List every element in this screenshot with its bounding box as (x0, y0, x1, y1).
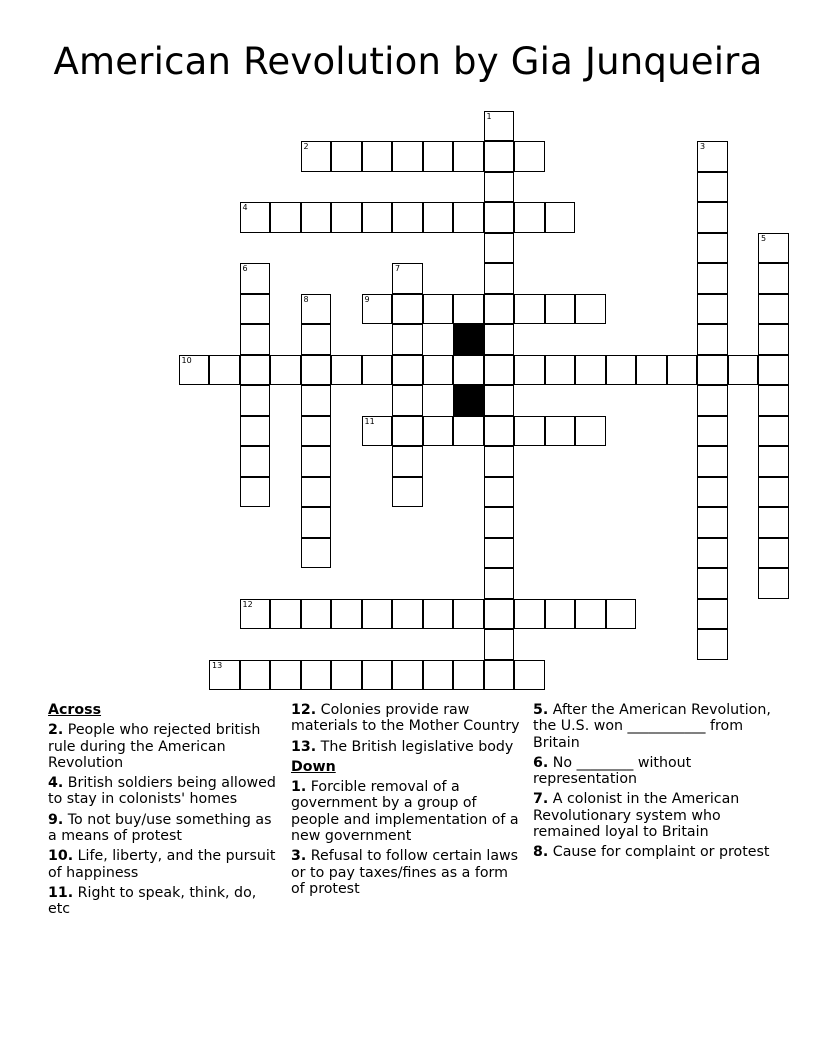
grid-cell[interactable] (453, 660, 484, 691)
grid-cell[interactable] (392, 660, 423, 691)
clue-down-5: 5. After the American Revolution, the U.S. won ___________ from Britain (533, 702, 771, 751)
grid-cell[interactable] (758, 233, 789, 264)
grid-cell[interactable] (331, 141, 362, 172)
grid-cell[interactable] (484, 111, 515, 142)
clue-across-2: 2. People who rejected british rule during the American Revolution (48, 722, 261, 771)
grid-cell[interactable] (331, 202, 362, 233)
grid-cell[interactable] (362, 599, 393, 630)
grid-cell[interactable] (758, 507, 789, 538)
grid-cell[interactable] (392, 202, 423, 233)
grid-cell[interactable] (392, 324, 423, 355)
grid-cell[interactable] (240, 477, 271, 508)
grid-cell[interactable] (514, 599, 545, 630)
grid-cell[interactable] (270, 599, 301, 630)
grid-cell[interactable] (240, 324, 271, 355)
grid-cell[interactable] (606, 599, 637, 630)
grid-cell[interactable] (240, 385, 271, 416)
grid-cell[interactable] (240, 294, 271, 325)
grid-cell[interactable] (301, 385, 332, 416)
grid-cell[interactable] (331, 660, 362, 691)
grid-cell[interactable] (392, 446, 423, 477)
grid-cell[interactable] (453, 355, 484, 386)
grid-cell[interactable] (392, 294, 423, 325)
grid-cell[interactable] (301, 416, 332, 447)
grid-cell[interactable] (301, 599, 332, 630)
grid-cell[interactable] (697, 477, 728, 508)
grid-cell[interactable] (697, 385, 728, 416)
grid-cell[interactable] (423, 141, 454, 172)
clue-down-6: 6. No ________ without representation (533, 754, 692, 788)
grid-cell[interactable] (362, 202, 393, 233)
grid-cell[interactable] (484, 355, 515, 386)
grid-cell[interactable] (362, 660, 393, 691)
clue-across-9: 9. To not buy/use something as a means of protest (48, 811, 272, 845)
grid-cell[interactable] (697, 568, 728, 599)
grid-cell[interactable] (423, 202, 454, 233)
grid-cell[interactable] (758, 446, 789, 477)
grid-cell[interactable] (514, 202, 545, 233)
grid-cell[interactable] (697, 507, 728, 538)
grid-cell[interactable] (484, 538, 515, 569)
grid-cell[interactable] (240, 202, 271, 233)
clues-column-1 (48, 702, 276, 922)
grid-cell[interactable] (362, 416, 393, 447)
grid-cell[interactable] (240, 599, 271, 630)
clue-across-13: 13. The British legislative body (291, 738, 514, 755)
grid-cell[interactable] (484, 629, 515, 660)
grid-cell[interactable] (606, 355, 637, 386)
grid-cell[interactable] (301, 538, 332, 569)
grid-cell[interactable] (484, 324, 515, 355)
grid-cell[interactable] (423, 416, 454, 447)
grid-cell[interactable] (453, 202, 484, 233)
grid-cell[interactable] (758, 538, 789, 569)
grid-cell[interactable] (270, 660, 301, 691)
grid-cell[interactable] (697, 355, 728, 386)
grid-cell[interactable] (484, 263, 515, 294)
grid-cell[interactable] (362, 141, 393, 172)
grid-cell[interactable] (575, 599, 606, 630)
black-cell (453, 324, 484, 355)
grid-cell[interactable] (545, 599, 576, 630)
grid-cell[interactable] (453, 416, 484, 447)
grid-cell[interactable] (697, 538, 728, 569)
grid-cell[interactable] (758, 385, 789, 416)
cell-number: 4 (242, 203, 248, 212)
grid-cell[interactable] (697, 141, 728, 172)
grid-cell[interactable] (575, 355, 606, 386)
grid-cell[interactable] (484, 202, 515, 233)
grid-cell[interactable] (179, 355, 210, 386)
grid-cell[interactable] (270, 355, 301, 386)
cell-number: 3 (700, 142, 706, 151)
clue-across-12: 12. Colonies provide raw materials to the Mother Country (291, 702, 520, 735)
grid-cell[interactable] (484, 385, 515, 416)
grid-cell[interactable] (392, 355, 423, 386)
grid-cell[interactable] (514, 141, 545, 172)
grid-cell[interactable] (392, 385, 423, 416)
cell-number: 2 (303, 142, 309, 151)
grid-cell[interactable] (514, 416, 545, 447)
cell-number: 12 (242, 599, 253, 609)
grid-cell[interactable] (392, 141, 423, 172)
grid-cell[interactable] (667, 355, 698, 386)
clues-column-3 (533, 702, 773, 865)
grid-cell[interactable] (423, 355, 454, 386)
grid-cell[interactable] (697, 416, 728, 447)
grid-cell[interactable] (362, 294, 393, 325)
grid-cell[interactable] (545, 202, 576, 233)
grid-cell[interactable] (758, 263, 789, 294)
grid-cell[interactable] (301, 507, 332, 538)
grid-cell[interactable] (545, 355, 576, 386)
grid-cell[interactable] (484, 660, 515, 691)
grid-cell[interactable] (484, 446, 515, 477)
grid-cell[interactable] (575, 294, 606, 325)
grid-cell[interactable] (240, 660, 271, 691)
grid-cell[interactable] (484, 477, 515, 508)
cell-number: 11 (364, 416, 375, 426)
down-heading: Down (291, 758, 336, 775)
across-heading: Across (48, 702, 102, 718)
clue-across-10: 10. Life, liberty, and the pursuit of happiness (48, 848, 276, 881)
grid-cell[interactable] (545, 416, 576, 447)
grid-cell[interactable] (758, 416, 789, 447)
grid-cell[interactable] (301, 477, 332, 508)
clue-down-3: 3. Refusal to follow certain laws or to pay taxes/fines as a form of protest (291, 848, 519, 897)
grid-cell[interactable] (240, 355, 271, 386)
grid-cell[interactable] (575, 416, 606, 447)
grid-cell[interactable] (362, 355, 393, 386)
grid-cell[interactable] (301, 294, 332, 325)
grid-cell[interactable] (697, 172, 728, 203)
clues-column-2 (291, 702, 523, 901)
grid-cell[interactable] (484, 294, 515, 325)
cell-number: 7 (395, 264, 401, 273)
cell-number: 10 (181, 355, 192, 365)
grid-cell[interactable] (697, 446, 728, 477)
grid-cell[interactable] (331, 355, 362, 386)
grid-cell[interactable] (758, 355, 789, 386)
grid-cell[interactable] (697, 294, 728, 325)
grid-cell[interactable] (240, 263, 271, 294)
grid-cell[interactable] (758, 568, 789, 599)
grid-cell[interactable] (423, 660, 454, 691)
clue-down-1: 1. Forcible removal of a government by a group of people and implementation of a new government (291, 779, 519, 845)
clue-down-8: 8. Cause for complaint or protest (533, 844, 770, 861)
grid-cell[interactable] (728, 355, 759, 386)
grid-cell[interactable] (392, 263, 423, 294)
grid-cell[interactable] (484, 172, 515, 203)
grid-cell[interactable] (697, 233, 728, 264)
grid-cell[interactable] (331, 599, 362, 630)
grid-cell[interactable] (301, 660, 332, 691)
grid-cell[interactable] (301, 202, 332, 233)
grid-cell[interactable] (697, 202, 728, 233)
grid-cell[interactable] (758, 294, 789, 325)
clue-down-7: 7. A colonist in the American Revolutionary system who remained loyal to Britain (533, 791, 740, 841)
cell-number: 1 (486, 111, 492, 121)
cell-number: 13 (212, 660, 223, 670)
grid-cell[interactable] (484, 141, 515, 172)
cell-number: 5 (761, 233, 767, 243)
puzzle-title: American Revolution by Gia Junqueira (53, 40, 763, 83)
grid-cell[interactable] (209, 660, 240, 691)
clue-across-11: 11. Right to speak, think, do, etc (48, 884, 257, 918)
cell-number: 6 (242, 264, 248, 273)
grid-cell[interactable] (301, 355, 332, 386)
grid-cell[interactable] (697, 599, 728, 630)
grid-cell[interactable] (423, 599, 454, 630)
grid-cell[interactable] (758, 477, 789, 508)
grid-cell[interactable] (697, 629, 728, 660)
grid-cell[interactable] (514, 294, 545, 325)
grid-cell[interactable] (484, 233, 515, 264)
grid-cell[interactable] (484, 568, 515, 599)
grid-cell[interactable] (392, 599, 423, 630)
grid-cell[interactable] (453, 141, 484, 172)
grid-cell[interactable] (392, 416, 423, 447)
grid-cell[interactable] (301, 446, 332, 477)
grid-cell[interactable] (484, 416, 515, 447)
grid-cell[interactable] (514, 355, 545, 386)
cell-number: 9 (364, 294, 370, 304)
grid-cell[interactable] (484, 599, 515, 630)
grid-cell[interactable] (484, 507, 515, 538)
grid-cell[interactable] (758, 324, 789, 355)
grid-cell[interactable] (697, 263, 728, 294)
black-cell (453, 385, 484, 416)
grid-cell[interactable] (209, 355, 240, 386)
grid-cell[interactable] (697, 324, 728, 355)
clue-across-4: 4. British soldiers being allowed to stay in colonists' homes (48, 775, 276, 808)
grid-cell[interactable] (514, 660, 545, 691)
grid-cell[interactable] (301, 141, 332, 172)
grid-cell[interactable] (545, 294, 576, 325)
cell-number: 8 (303, 294, 309, 304)
grid-cell[interactable] (392, 477, 423, 508)
grid-cell[interactable] (270, 202, 301, 233)
grid-cell[interactable] (240, 446, 271, 477)
grid-cell[interactable] (240, 416, 271, 447)
grid-cell[interactable] (636, 355, 667, 386)
grid-cell[interactable] (423, 294, 454, 325)
grid-cell[interactable] (453, 599, 484, 630)
grid-cell[interactable] (301, 324, 332, 355)
grid-cell[interactable] (453, 294, 484, 325)
